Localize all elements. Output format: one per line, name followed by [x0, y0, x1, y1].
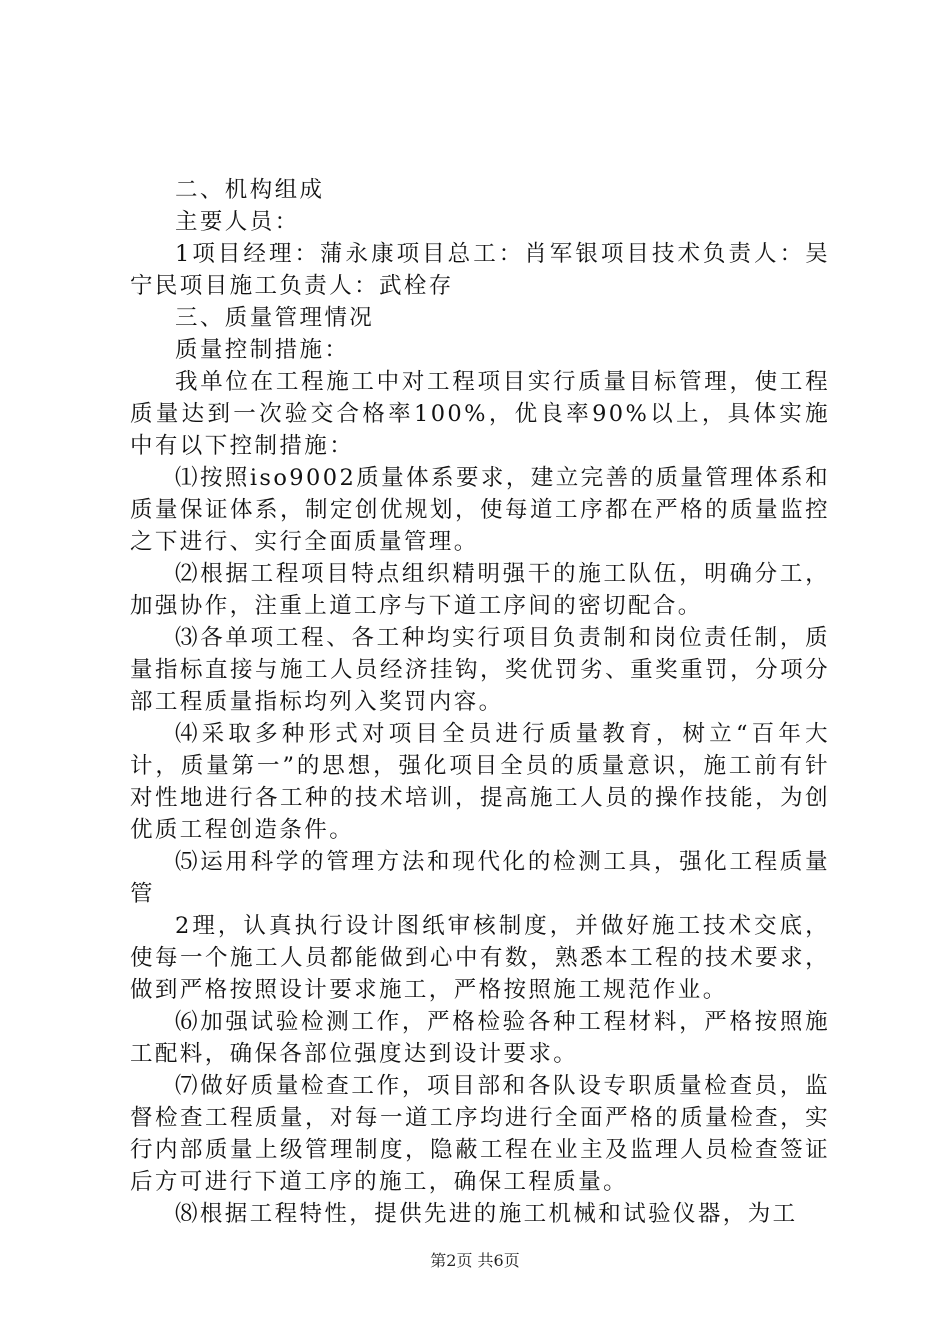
paragraph: 质量控制措施： — [175, 337, 350, 363]
list-item: ⑴按照iso9002质量体系要求，建立完善的质量管理体系和质量保证体系，制定创优规划，使每道工序都在严格的质量监控之下进行、实行全面质量管理。 — [130, 465, 830, 555]
list-item: ⑺做好质量检查工作，项目部和各队设专职质量检查员，监督检查工程质量，对每一道工序均进行全面严格的质量检查，实行内部质量上级管理制度，隐蔽工程在业主及监理人员检查签证后方可进行下道工序的施工，确保工程质量。 — [130, 1073, 830, 1195]
list-item: ⑸运用科学的管理方法和现代化的检测工具，强化工程质量管 — [130, 849, 830, 907]
paragraph: 我单位在工程施工中对工程项目实行质量目标管理，使工程质量达到一次验交合格率100%，优良率90%以上，具体实施中有以下控制措施： — [130, 369, 830, 459]
section-heading: 三、质量管理情况 — [175, 305, 375, 331]
section-heading: 二、机构组成 — [175, 177, 325, 203]
list-item: ⑹加强试验检测工作，严格检验各种工程材料，严格按照施工配料，确保各部位强度达到设计要求。 — [130, 1009, 830, 1067]
paragraph: 主要人员： — [175, 209, 300, 235]
paragraph: 2理，认真执行设计图纸审核制度，并做好施工技术交底，使每一个施工人员都能做到心中有数，熟悉本工程的技术要求，做到严格按照设计要求施工，严格按照施工规范作业。 — [130, 913, 830, 1003]
list-item: ⑵根据工程项目特点组织精明强干的施工队伍，明确分工，加强协作，注重上道工序与下道工序间的密切配合。 — [130, 561, 830, 619]
list-item: ⑻根据工程特性，提供先进的施工机械和试验仪器，为工 — [175, 1201, 798, 1227]
list-item: ⑶各单项工程、各工种均实行项目负责制和岗位责任制，质量指标直接与施工人员经济挂钩，奖优罚劣、重奖重罚，分项分部工程质量指标均列入奖罚内容。 — [130, 625, 830, 715]
list-item: ⑷采取多种形式对项目全员进行质量教育，树立“百年大计，质量第一”的思想，强化项目全员的质量意识，施工前有针对性地进行各工种的技术培训，提高施工人员的操作技能，为创优质工程创造条件。 — [130, 721, 830, 843]
document-body — [130, 174, 830, 1230]
page-number-label: 第2页 共6页 — [430, 1251, 520, 1270]
paragraph: 1项目经理：蒲永康项目总工：肖军银项目技术负责人：吴宁民项目施工负责人：武栓存 — [130, 241, 830, 299]
page-footer — [0, 1248, 950, 1271]
